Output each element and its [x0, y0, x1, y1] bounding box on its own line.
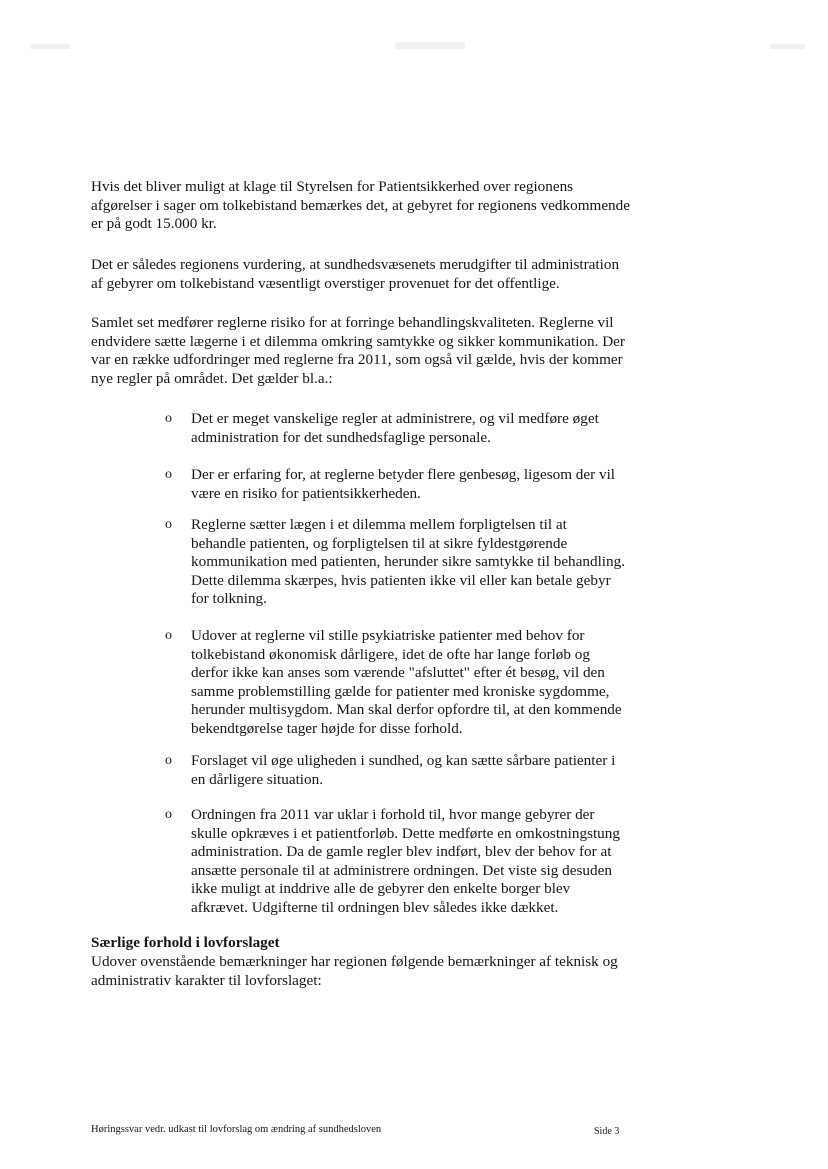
list-item — [165, 752, 625, 789]
bullet-marker: o — [165, 517, 172, 532]
paragraph-text: Det er således regionens vurdering, at sundhedsvæsenets merudgifter til administration af gebyrer om tolkebistand væsentligt overstiger provenuet for det offentlige. — [91, 256, 620, 292]
list-item-text: Reglerne sætter lægen i et dilemma mellem forpligtelsen til at behandle patienten, og forpligtelsen til at sikre fyldestgørende kommunikation med patienten, herunder sikre samtykke til behandling. Dette dilemma skærpes, hvis patienten ikke vil eller kan betale gebyr for tolkning. — [191, 516, 626, 608]
bullet-marker: o — [165, 753, 172, 768]
paragraph-text: Hvis det bliver muligt at klage til Styrelsen for Patientsikkerhed over regionens afgørelser i sager om tolkebistand bemærkes det, at gebyret for regionens vedkommende er på godt 15.000 kr. — [91, 178, 630, 233]
section-heading: Særlige forhold i lovforslaget — [91, 934, 280, 951]
paragraph-2 — [91, 256, 631, 293]
paragraph-text: Samlet set medfører reglerne risiko for at forringe behandlingskvaliteten. Reglerne vil endvidere sætte lægerne i et dilemma omkring samtykke og sikker kommunikation. Der var en række udfordringer med reglerne fra 2011, som også vil gælde, hvis der kommer nye regler på området. Det gælder bl.a.: — [91, 314, 625, 387]
bullet-marker: o — [165, 467, 172, 482]
paragraph-1 — [91, 178, 631, 234]
bullet-marker: o — [165, 628, 172, 643]
paragraph-text: Udover ovenstående bemærkninger har regionen følgende bemærkninger af teknisk og administrativ karakter til lovforslaget: — [91, 953, 618, 989]
scan-artifact — [770, 44, 805, 49]
list-item-text: Ordningen fra 2011 var uklar i forhold til, hvor mange gebyrer der skulle opkræves i et patientforløb. Dette medførte en omkostningstung administration. Da de gamle regler blev indført, blev der behov for at ansætte personale til at administrere ordningen. Det viste sig desuden ikke muligt at inddrive alle de gebyrer den enkelte borger blev afkrævet. Udgifterne til ordningen blev således ikke dækket. — [191, 806, 620, 916]
list-item — [165, 410, 625, 447]
scan-artifact — [395, 42, 465, 49]
bullet-marker: o — [165, 807, 172, 822]
closing-paragraph — [91, 953, 631, 990]
list-item-text: Der er erfaring for, at reglerne betyder flere genbesøg, ligesom der vil være en risiko for patientsikkerheden. — [191, 466, 616, 502]
list-item — [165, 627, 625, 739]
page-number: Side 3 — [594, 1126, 620, 1137]
list-item-text: Udover at reglerne vil stille psykiatriske patienter med behov for tolkebistand økonomisk dårligere, idet de ofte har lange forløb og derfor ikke kan anses som værende "afsluttet" efter ét besøg, vil den samme problemstilling gælde for patienter med kroniske sygdomme, herunder multisygdom. Man skal derfor opfordre til, at den kommende bekendtgørelse tager højde for disse forhold. — [191, 627, 622, 737]
list-item — [165, 516, 625, 609]
bullet-marker: o — [165, 411, 172, 426]
scan-artifact — [30, 44, 70, 49]
list-item — [165, 466, 625, 503]
paragraph-3 — [91, 314, 631, 388]
list-item-text: Det er meget vanskelige regler at administrere, og vil medføre øget administration for det sundhedsfaglige personale. — [191, 410, 599, 446]
list-item-text: Forslaget vil øge uligheden i sundhed, og kan sætte sårbare patienter i en dårligere situation. — [191, 752, 616, 788]
list-item — [165, 806, 625, 918]
footer-title: Høringssvar vedr. udkast til lovforslag om ændring af sundhedsloven — [91, 1124, 382, 1135]
